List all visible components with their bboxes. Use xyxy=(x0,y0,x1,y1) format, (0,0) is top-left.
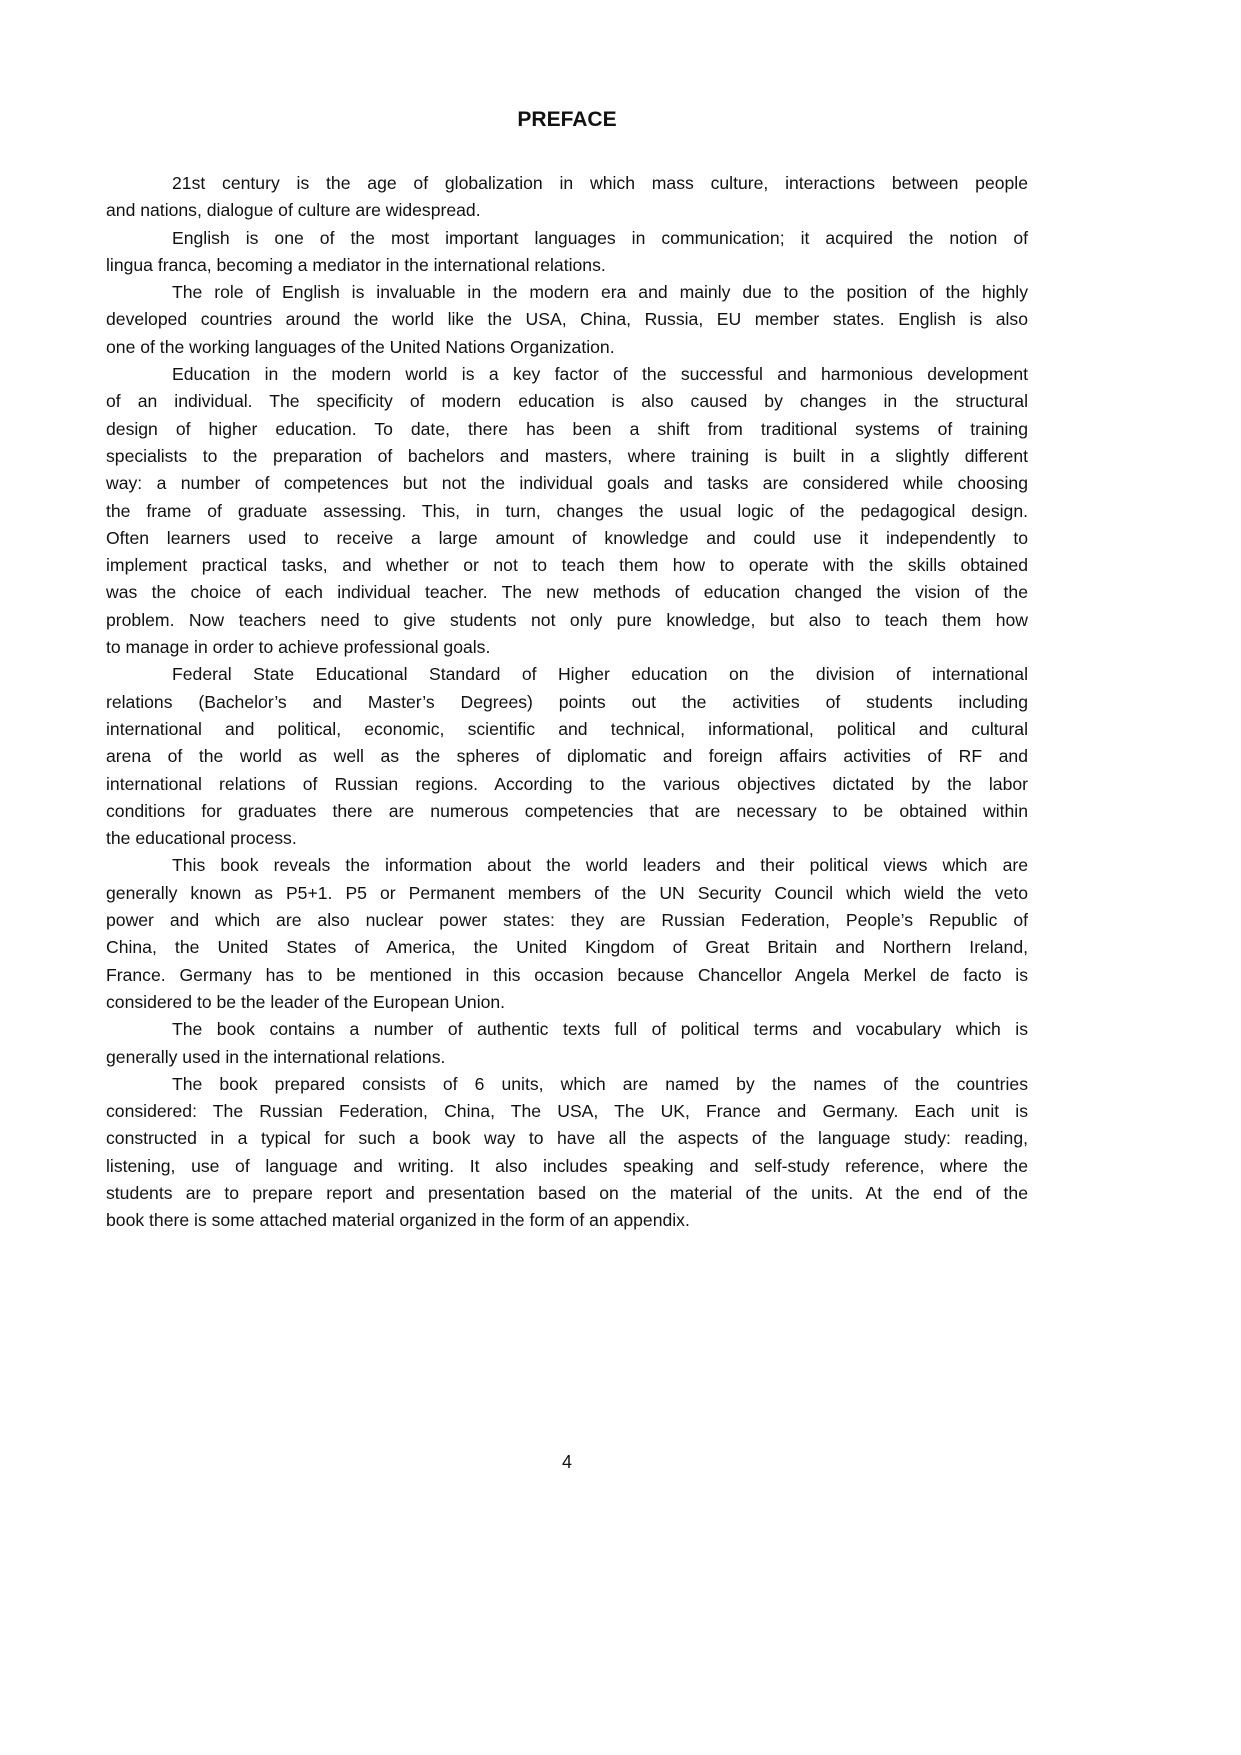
paragraph xyxy=(106,279,1028,361)
page-title: PREFACE xyxy=(517,108,617,131)
text-line: one of the working languages of the United Nations Organization. xyxy=(106,336,615,357)
text-line: the frame of graduate assessing. This, in turn, changes the usual logic of the pedagogical design. xyxy=(106,500,1028,521)
text-line: and nations, dialogue of culture are widespread. xyxy=(106,200,481,221)
paragraph xyxy=(106,852,1028,1016)
text-line: The book prepared consists of 6 units, which are named by the names of the countries xyxy=(172,1073,1028,1094)
text-line: Federal State Educational Standard of Higher education on the division of international xyxy=(172,664,1028,685)
text-line: lingua franca, becoming a mediator in the international relations. xyxy=(106,254,606,275)
text-line: problem. Now teachers need to give students not only pure knowledge, but also to teach them how xyxy=(106,609,1028,630)
text-line: way: a number of competences but not the individual goals and tasks are considered while choosing xyxy=(106,473,1028,494)
text-line: considered: The Russian Federation, China, The USA, The UK, France and Germany. Each unit is xyxy=(106,1101,1028,1122)
text-line: of an individual. The specificity of modern education is also caused by changes in the structural xyxy=(106,391,1028,412)
text-line: This book reveals the information about the world leaders and their political views which are xyxy=(172,855,1028,876)
text-line: generally known as P5+1. P5 or Permanent members of the UN Security Council which wield the veto xyxy=(106,882,1028,903)
text-line: international relations of Russian regions. According to the various objectives dictated by the labor xyxy=(106,773,1028,794)
text-line: Education in the modern world is a key factor of the successful and harmonious development xyxy=(172,364,1028,385)
text-line: 21st century is the age of globalization in which mass culture, interactions between people xyxy=(172,173,1028,193)
text-line: constructed in a typical for such a book way to have all the aspects of the language study: reading, xyxy=(106,1128,1028,1149)
page-number: 4 xyxy=(561,1452,572,1472)
paragraph xyxy=(106,361,1028,661)
paragraph xyxy=(106,1071,1028,1235)
text-line: conditions for graduates there are numerous competencies that are necessary to be obtained within xyxy=(106,800,1028,821)
paragraph xyxy=(106,225,1028,280)
text-line: arena of the world as well as the spheres of diplomatic and foreign affairs activities of RF and xyxy=(106,746,1028,767)
text-line: students are to prepare report and presentation based on the material of the units. At the end of the xyxy=(106,1182,1028,1203)
text-line: China, the United States of America, the United Kingdom of Great Britain and Northern Ireland, xyxy=(106,937,1028,958)
text-line: France. Germany has to be mentioned in this occasion because Chancellor Angela Merkel de facto is xyxy=(106,964,1028,985)
text-line: implement practical tasks, and whether or not to teach them how to operate with the skills obtained xyxy=(106,555,1028,576)
text-line: international and political, economic, scientific and technical, informational, political and cultural xyxy=(106,718,1028,739)
text-line: developed countries around the world like the USA, China, Russia, EU member states. English is also xyxy=(106,309,1028,330)
text-line: considered to be the leader of the European Union. xyxy=(106,991,506,1012)
text-line: relations (Bachelor’s and Master’s Degrees) points out the activities of students including xyxy=(106,691,1028,712)
text-line: specialists to the preparation of bachelors and masters, where training is built in a slightly different xyxy=(106,445,1028,466)
text-line: power and which are also nuclear power states: they are Russian Federation, People’s Republic of xyxy=(106,910,1028,931)
paragraph xyxy=(106,661,1028,852)
text-line: was the choice of each individual teacher. The new methods of education changed the vision of the xyxy=(106,582,1028,603)
text-line: The book contains a number of authentic texts full of political terms and vocabulary which is xyxy=(172,1019,1028,1040)
text-line: Often learners used to receive a large amount of knowledge and could use it independently to xyxy=(106,527,1028,548)
text-line: the educational process. xyxy=(106,828,297,849)
text-line: generally used in the international relations. xyxy=(106,1046,446,1067)
preface-body xyxy=(106,170,1028,1235)
text-line: book there is some attached material organized in the form of an appendix. xyxy=(106,1210,690,1231)
text-line: design of higher education. To date, there has been a shift from traditional systems of training xyxy=(106,418,1028,439)
paragraph xyxy=(106,1016,1028,1071)
text-line: The role of English is invaluable in the modern era and mainly due to the position of the highly xyxy=(172,282,1028,303)
text-line: listening, use of language and writing. It also includes speaking and self-study reference, where the xyxy=(106,1155,1028,1176)
paragraph xyxy=(106,170,1028,225)
text-line: English is one of the most important languages in communication; it acquired the notion of xyxy=(172,227,1028,248)
text-line: to manage in order to achieve professional goals. xyxy=(106,637,491,658)
